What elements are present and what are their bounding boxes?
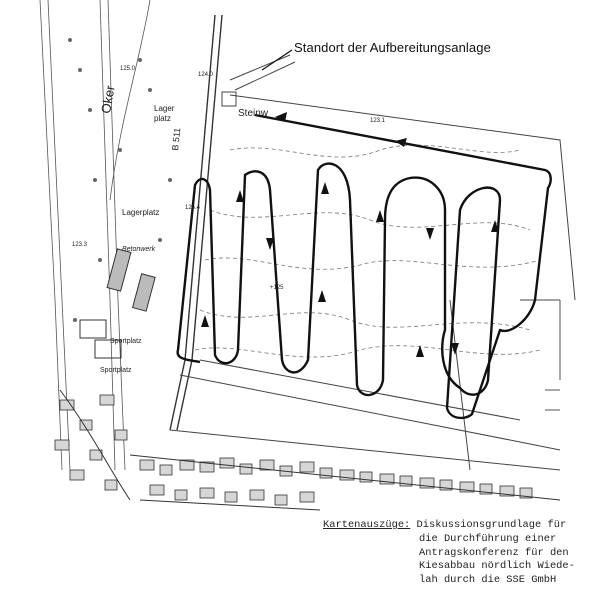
lagerplatz-top-label: Lager <box>154 104 175 113</box>
elevation-2: 124.0 <box>198 72 214 78</box>
betonwerk-label: Betonwerk <box>122 246 156 253</box>
sportplatz1-label: Sportplatz <box>110 338 142 345</box>
caption-heading: Kartenauszüge: <box>323 519 411 531</box>
road-label: B 511 <box>170 127 183 152</box>
contour-lines <box>195 145 540 357</box>
betonwerk-block <box>107 249 155 311</box>
elevation-3: 123.1 <box>370 118 386 124</box>
caption-line-1: Diskussionsgrundlage für <box>416 519 567 531</box>
sportplatz2-label: Sportplatz <box>100 367 132 374</box>
elevation-1: 125.0 <box>120 66 136 72</box>
access-road <box>222 55 295 106</box>
settlement <box>55 395 532 505</box>
lagerplatz-mid-label: Lagerplatz <box>122 208 160 217</box>
main-road <box>170 15 222 430</box>
elevation-6: 123.3 <box>72 242 88 248</box>
caption-line-2: die Durchführung einer <box>419 532 557 545</box>
caption-line-3: Antragskonferenz für den <box>419 546 569 559</box>
plant-callout-arrow <box>262 50 292 70</box>
mining-route <box>178 115 551 418</box>
field-boundaries <box>170 95 575 470</box>
caption-block <box>323 519 585 588</box>
elevation-4: 125.4 <box>185 205 201 211</box>
caption-line-4: Kiesabbau nördlich Wiede- <box>419 560 575 573</box>
elevation-5: +125 <box>270 285 284 291</box>
plant-location-label: Standort der Aufbereitungsanlage <box>294 40 491 55</box>
lagerplatz-top2-label: platz <box>154 114 171 123</box>
caption-line-5: lah durch die SSE GmbH <box>419 574 557 587</box>
route-arrows <box>201 112 499 357</box>
right-edge <box>545 300 560 410</box>
steinweg-label: Steinw <box>238 108 269 119</box>
river-label: Oker <box>98 84 118 115</box>
